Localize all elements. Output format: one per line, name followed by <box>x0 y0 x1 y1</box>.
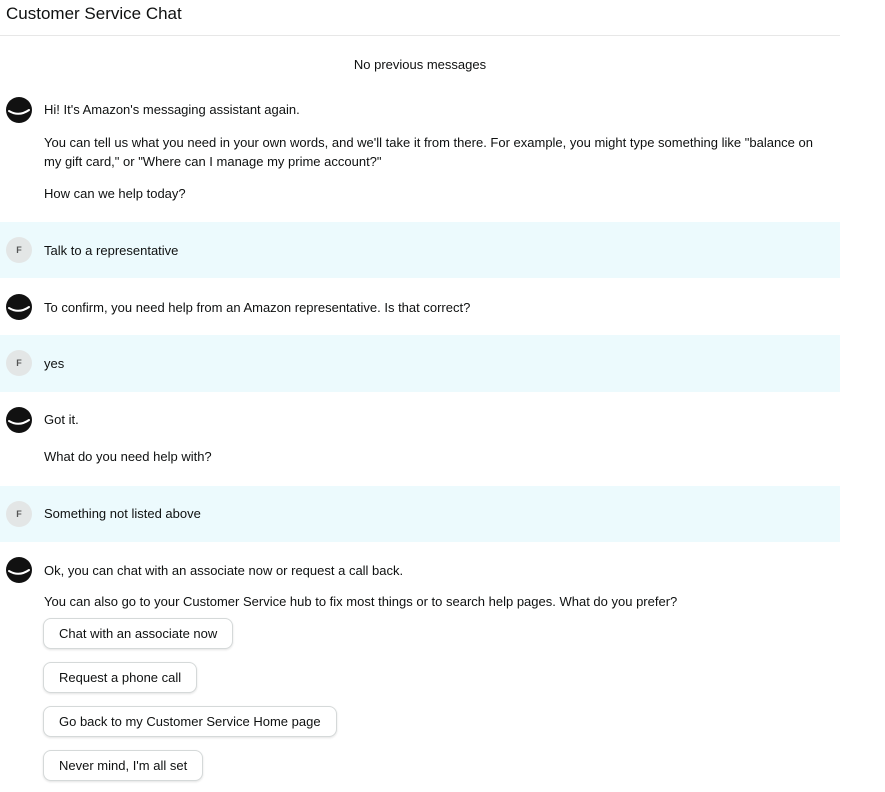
user-message <box>0 222 840 278</box>
user-message <box>0 335 840 392</box>
user-avatar: F <box>6 237 32 263</box>
bot-message <box>0 279 840 335</box>
message-text: Ok, you can chat with an associate now or request a call back. <box>44 563 404 578</box>
never-mind-button[interactable]: Never mind, I'm all set <box>43 750 203 781</box>
user-message <box>0 486 840 542</box>
message-text: Talk to a representative <box>44 243 179 258</box>
message-text: Something not listed above <box>44 506 201 521</box>
message-text: yes <box>44 356 65 371</box>
message-text: Got it. <box>44 412 79 427</box>
history-note: No previous messages <box>353 57 487 72</box>
amazon-smile-icon <box>6 294 32 320</box>
amazon-smile-icon <box>6 557 32 583</box>
request-phone-call-button[interactable]: Request a phone call <box>43 662 197 693</box>
message-text: How can we help today? <box>44 186 186 201</box>
message-text: You can also go to your Customer Service hub to fix most things or to search help pages. What do you prefer? <box>44 594 678 609</box>
amazon-smile-icon <box>6 407 32 433</box>
user-avatar: F <box>6 501 32 527</box>
bot-message <box>0 392 840 486</box>
message-text: To confirm, you need help from an Amazon representative. Is that correct? <box>44 300 471 315</box>
message-text: You can tell us what you need in your own words, and we'll take it from there. For example, you might type something like "balance on my gift card," or "Where can I manage my prime account?" <box>44 135 813 169</box>
message-text: What do you need help with? <box>44 449 212 464</box>
amazon-smile-icon <box>6 97 32 123</box>
chat-header <box>0 0 840 36</box>
bot-message <box>0 542 840 792</box>
user-avatar: F <box>6 350 32 376</box>
bot-message <box>0 90 840 220</box>
chat-with-associate-button[interactable]: Chat with an associate now <box>43 618 233 649</box>
customer-service-home-button[interactable]: Go back to my Customer Service Home page <box>43 706 337 737</box>
chat-title: Customer Service Chat <box>6 4 182 23</box>
message-text: Hi! It's Amazon's messaging assistant again. <box>44 102 300 117</box>
